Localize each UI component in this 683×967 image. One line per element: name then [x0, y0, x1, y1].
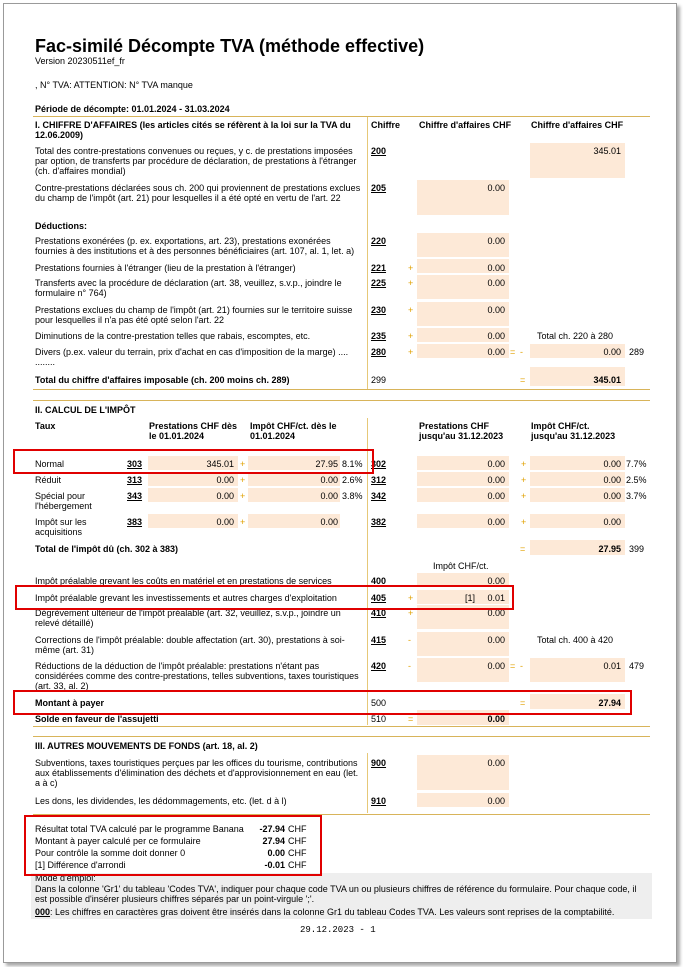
rate-302: 7.7% [626, 459, 647, 469]
value-399: 27.95 [598, 544, 621, 554]
col-ca2: Chiffre d'affaires CHF [531, 120, 624, 130]
page-footer: 29.12.2023 - 1 [300, 925, 376, 935]
value-225: 0.00 [487, 278, 505, 288]
value-343-prest: 0.00 [216, 491, 234, 501]
summary-label-3: Pour contrôle la somme doit donner 0 [35, 848, 186, 858]
equals-sign: = [520, 375, 526, 385]
code-405: 405 [371, 593, 387, 603]
row-910-label: Les dons, les dividendes, les dédommagements, etc. (let. d à l) [35, 796, 287, 806]
document-title: Fac-similé Décompte TVA (méthode effective) [35, 36, 425, 56]
code-225: 225 [371, 278, 387, 288]
impot-col-label: Impôt CHF/ct. [433, 561, 489, 571]
plus-sign: + [408, 305, 414, 315]
ref-399: 399 [629, 544, 645, 554]
value-415: 0.00 [487, 635, 505, 645]
rate-312: 2.5% [626, 475, 647, 485]
total-ca-label: Total du chiffre d'affaires imposable (ch. 200 moins ch. 289) [35, 375, 290, 385]
instructions-text-2: : Les chiffres en caractères gras doivent être insérés dans la colonne Gr1 du tableau Codes TVA. Les valeurs sont reprises de la comptabilité. [50, 907, 615, 917]
code-299: 299 [371, 375, 387, 385]
total-400-420-label: Total ch. 400 à 420 [537, 635, 614, 645]
value-383-impot: 0.00 [320, 517, 338, 527]
value-299: 345.01 [593, 375, 621, 385]
code-382: 382 [371, 517, 387, 527]
instructions-text-2-line [35, 907, 647, 917]
row-410-label: Dégrèvement ultérieur de l'impôt préalable (art. 32, veuillez, s.v.p., joindre un relevé détaillé) [35, 608, 341, 628]
footnote-1-marker: [1] [465, 593, 476, 603]
code-200: 200 [371, 146, 387, 156]
summary-value-2: 27.94 [262, 836, 285, 846]
equals-sign: = [510, 661, 516, 671]
summary-value-1: -27.94 [259, 824, 285, 834]
value-382-prest: 0.00 [487, 517, 505, 527]
value-302-prest: 0.00 [487, 459, 505, 469]
summary-label-1: Résultat total TVA calculé par le programme Banana [35, 824, 244, 834]
col-ca1: Chiffre d'affaires CHF [419, 120, 512, 130]
code-410: 410 [371, 608, 387, 618]
code-343: 343 [127, 491, 143, 501]
plus-sign: + [240, 517, 246, 527]
code-500: 500 [371, 698, 387, 708]
total-impot-label: Total de l'impôt dû (ch. 302 à 383) [35, 544, 179, 554]
value-510: 0.00 [487, 714, 505, 724]
code-205: 205 [371, 183, 387, 193]
value-303-prest: 345.01 [206, 459, 234, 469]
code-342: 342 [371, 491, 387, 501]
value-302-impot: 0.00 [603, 459, 621, 469]
code-313: 313 [127, 475, 143, 485]
summary-label-2: Montant à payer calculé per ce formulaire [35, 836, 201, 846]
value-342-prest: 0.00 [487, 491, 505, 501]
code-910: 910 [371, 796, 387, 806]
plus-sign: + [240, 459, 246, 469]
ref-289: 289 [629, 347, 645, 357]
period-label: Période de décompte: 01.01.2024 - 31.03.2024 [35, 104, 230, 114]
rate-342: 3.7% [626, 491, 647, 501]
highlight-405-row [15, 585, 514, 610]
row-400-label: Impôt préalable grevant les coûts en matériel et en prestations de services [35, 576, 332, 586]
value-420: 0.00 [487, 661, 505, 671]
rate-343: 3.8% [342, 491, 363, 501]
value-312-prest: 0.00 [487, 475, 505, 485]
highlight-summary [24, 815, 322, 876]
value-313-prest: 0.00 [216, 475, 234, 485]
value-910: 0.00 [487, 796, 505, 806]
value-500: 27.94 [598, 698, 621, 708]
summary-value-4: -0.01 [264, 860, 285, 870]
rate-reduit-label: Réduit [35, 475, 62, 485]
value-280: 0.00 [487, 347, 505, 357]
tva-number-line: , N° TVA: ATTENTION: N° TVA manque [35, 80, 193, 90]
value-405: 0.01 [487, 593, 505, 603]
code-400: 400 [371, 576, 387, 586]
code-900: 900 [371, 758, 387, 768]
plus-sign: + [408, 331, 414, 341]
value-342-impot: 0.00 [603, 491, 621, 501]
row-280-dots: ........ [35, 357, 56, 367]
rate-special-label: Spécial pour l'hébergement [35, 491, 92, 511]
highlight-montant-row [13, 690, 632, 715]
value-220: 0.00 [487, 236, 505, 246]
plus-sign: + [521, 517, 527, 527]
value-205: 0.00 [487, 183, 505, 193]
plus-sign: + [408, 608, 414, 618]
plus-sign: + [408, 347, 414, 357]
solde-label: Solde en faveur de l'assujetti [35, 714, 159, 724]
equals-sign: = [520, 544, 526, 554]
code-235: 235 [371, 331, 387, 341]
minus-sign: - [520, 347, 523, 357]
value-303-impot: 27.95 [315, 459, 338, 469]
equals-sign: = [408, 714, 414, 724]
rate-normal-label: Normal [35, 459, 65, 469]
section3-title: III. AUTRES MOUVEMENTS DE FONDS (art. 18, al. 2) [35, 741, 258, 751]
summary-unit-4: CHF [288, 860, 307, 870]
value-312-impot: 0.00 [603, 475, 621, 485]
code-221: 221 [371, 263, 387, 273]
value-900: 0.00 [487, 758, 505, 768]
code-420: 420 [371, 661, 387, 671]
summary-unit-3: CHF [288, 848, 307, 858]
value-289: 0.00 [603, 347, 621, 357]
ref-479: 479 [629, 661, 645, 671]
summary-label-4: [1] Différence d'arrondi [35, 860, 126, 870]
plus-sign: + [240, 475, 246, 485]
row-200-label: Total des contre-prestations convenues ou reçues, y c. de prestations imposées par option, de transferts par procédure de déclaration, de prestations à l'étranger (ch. d'affaires mondial) [35, 146, 357, 176]
col-impot-old: Impôt CHF/ct. jusqu'au 31.12.2023 [531, 421, 616, 441]
row-220-label: Prestations exonérées (p. ex. exportations, art. 23), prestations exonérées fournies à des institutions et à des personnes bénéficiaires (art. 107, al. 1, let. a) [35, 236, 355, 256]
code-220: 220 [371, 236, 387, 246]
row-221-label: Prestations fournies à l'étranger (lieu de la prestation à l'étranger) [35, 263, 296, 273]
instructions-title: Mode d'emploi: [35, 873, 96, 883]
summary-value-3: 0.00 [267, 848, 285, 858]
row-230-label: Prestations exclues du champ de l'impôt (art. 21) fournies sur le territoire suisse pour lesquelles il n'a pas été opté selon l'art. 22 [35, 305, 353, 325]
plus-sign: + [240, 491, 246, 501]
plus-sign: + [521, 491, 527, 501]
rate-313: 2.6% [342, 475, 363, 485]
row-405-label: Impôt préalable grevant les investissements et autres charges d'exploitation [35, 593, 337, 603]
plus-sign: + [521, 475, 527, 485]
code-510: 510 [371, 714, 387, 724]
row-900-label: Subventions, taxes touristiques perçues par les offices du tourisme, contributions aux établissements d'élimination des déchets et d'approvisionnement en eau (let. a à c) [35, 758, 359, 788]
row-420-label: Réductions de la déduction de l'impôt préalable: prestations n'étant pas considérées comme des contre-prestations, telles subventions, taxes touristiques (art. 33, al. 2) [35, 661, 359, 691]
row-225-label: Transferts avec la procédure de déclaration (art. 38, veuillez, s.v.p., joindre le formulaire n° 764) [35, 278, 342, 298]
row-415-label: Corrections de l'impôt préalable: double affectation (art. 30), prestations à soi-même (art. 31) [35, 635, 345, 655]
code-280: 280 [371, 347, 387, 357]
value-343-impot: 0.00 [320, 491, 338, 501]
value-235: 0.00 [487, 331, 505, 341]
value-382-impot: 0.00 [603, 517, 621, 527]
row-235-label: Diminutions de la contre-prestation telles que rabais, escomptes, etc. [35, 331, 311, 341]
col-taux: Taux [35, 421, 56, 431]
row-205-label: Contre-prestations déclarées sous ch. 200 qui proviennent de prestations exclues du champ de l'impôt (art. 21) pour lesquelles il a été opté en vertu de l'art. 22 [35, 183, 361, 203]
version-label: Version 20230511ef_fr [35, 56, 125, 66]
summary-unit-1: CHF [288, 824, 307, 834]
value-479: 0.01 [603, 661, 621, 671]
section1-title: I. CHIFFRE D'AFFAIRES (les articles cités se réfèrent à la loi sur la TVA du 12.06.2009) [35, 120, 351, 140]
minus-sign: - [408, 661, 411, 671]
plus-sign: + [408, 278, 414, 288]
minus-sign: - [408, 635, 411, 645]
value-383-prest: 0.00 [216, 517, 234, 527]
code-415: 415 [371, 635, 387, 645]
plus-sign: + [521, 459, 527, 469]
col-chiffre: Chiffre [371, 120, 400, 130]
value-410: 0.00 [487, 608, 505, 618]
instructions-text-1: Dans la colonne 'Gr1' du tableau 'Codes TVA', indiquer pour chaque code TVA un ou plusieurs chiffres de référence du formulaire. Pour chaque code, il est possible d'insérer plusieurs chiffres séparés par un point-virgule ';'. [35, 884, 637, 904]
highlight-normal-row [13, 449, 374, 474]
value-200: 345.01 [593, 146, 621, 156]
code-example: 000 [35, 907, 51, 917]
rate-acquisitions-label: Impôt sur les acquisitions [35, 517, 87, 537]
equals-sign: = [510, 347, 516, 357]
code-312: 312 [371, 475, 387, 485]
code-383: 383 [127, 517, 143, 527]
value-313-impot: 0.00 [320, 475, 338, 485]
plus-sign: + [408, 593, 414, 603]
value-230: 0.00 [487, 305, 505, 315]
equals-sign: = [520, 698, 526, 708]
section2-title: II. CALCUL DE L'IMPÔT [35, 405, 136, 415]
value-400: 0.00 [487, 576, 505, 586]
row-280-label: Divers (p.ex. valeur du terrain, prix d'achat en cas d'imposition de la marge) .... [35, 347, 349, 357]
code-302: 302 [371, 459, 387, 469]
summary-unit-2: CHF [288, 836, 307, 846]
total-220-280-label: Total ch. 220 à 280 [537, 331, 614, 341]
value-221: 0.00 [487, 263, 505, 273]
col-prest-new: Prestations CHF dès le 01.01.2024 [149, 421, 238, 441]
plus-sign: + [408, 263, 414, 273]
deductions-label: Déductions: [35, 221, 88, 231]
rate-303: 8.1% [342, 459, 363, 469]
code-303: 303 [127, 459, 143, 469]
col-prest-old: Prestations CHF jusqu'au 31.12.2023 [419, 421, 504, 441]
minus-sign: - [520, 661, 523, 671]
col-impot-new: Impôt CHF/ct. dès le 01.01.2024 [250, 421, 337, 441]
code-230: 230 [371, 305, 387, 315]
montant-label: Montant à payer [35, 698, 105, 708]
